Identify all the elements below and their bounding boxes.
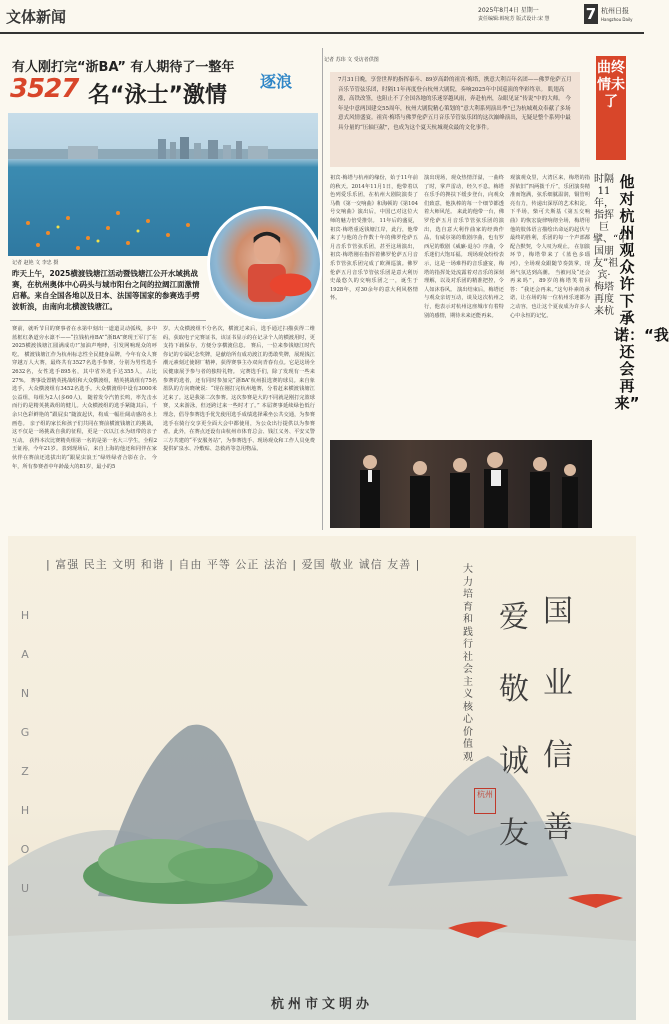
right-subheadline: 时隔11年，指挥巨擘、“中国朋友”祖宾·梅塔再度来杭 — [593, 174, 629, 317]
portrait-figure — [210, 209, 320, 319]
column-divider — [322, 48, 323, 530]
page-number: 7 — [585, 5, 597, 23]
right-intro: 7月31日晚，享誉世界的指挥泰斗、89岁高龄的祖宾·梅塔，携意大利百年名团——佛罗伦萨五月音乐节管弦乐团，时隔11年再度登台杭州大剧院，奏响2025年中国巡演的华彩终章。 肌翅高涨，高铁改签，也阻止不了全国各地的乐迷穿越风雨，奔赴杭州，杂眼见证“传说”中的大师。 今年是中意两国建交55周年，杭州大剧院精心策划的“意大利系列演出季”已为杭城观众奉献了多场意式风情盛宴。祖宾·梅塔与佛罗伦萨五月音乐节管弦乐团的这次巅峰演出，无疑是整个系列中最具分量的“压轴巨献”，也成为这个夏天杭城观众最的文化事件。 — [330, 72, 580, 167]
left-kicker: 有人刚打完“浙BA” 有人期待了一整年 — [12, 60, 235, 75]
left-byline: 记者 赵艳 文 李忠 摄 — [12, 260, 59, 266]
public-service-ad — [8, 536, 636, 1020]
ad-calligraphy-col-2: 爱敬诚友 — [499, 600, 529, 851]
section-title: 文体新闻 — [6, 8, 67, 26]
ad-signature: 杭州市文明办 — [270, 997, 373, 1012]
ad-seal: 杭州 — [474, 788, 496, 814]
left-headline-tail: 逐浪 — [260, 72, 293, 91]
ad-calligraphy-col-1: 国业信善 — [543, 594, 573, 845]
left-body-column-2: 岁。大众横渡组不分名次，横渡过来后，选手通过扫描获得二维码，获取电子完赛证书。该证书显示的在记录个人的横渡用时，更支持下载保存，方便分享横渡信息。 赛后，一位来参钱塘江时代你记的专属纪念奖牌，是献给所有成功渡江的勇敢奖牌，展现钱江潮元素刻过使钢厂精神，获得赛事主办双向青春有点。它是这场全民健康展予参与者的独特礼物。 完赛选手们，除了发现有一些来参赛的选者，还有同时参加完“浙BA”杭州报选赛的球员。来自象墨队的方向晓统说：“现在刚打完杭州地赛，分着赶来横渡钱塘江过来了。这是我第二次参赛。这次参赛是大的不同就是刚打完篮球赛，又来游泳，但还跨过来一些时才了。” 本届赛事延续绿色低行理念，倡导参赛选手优先使用选手成绩选择乘坐公共交通，为参赛选手在骑行交享更全面大会中都使用，为公众出行提供以为参赛者。此外，在赛点还设有由杭州市体育总会、钱江义务、平安义警三方共建的“平安服务站”，为参赛选手、现场观众和工作人员免费提供矿泉水、冷敷贴、急救药等急用物品。 — [163, 326, 315, 453]
right-body-column-2: 演出现场，观众热情洋溢，一曲终了时，掌声雷动，经久不息。梅塔在乐手的搀扶下缓步登台，向观众们致意，他执棒的每一个细节都透着大师风范。 来此的他带一台，佛罗伦萨五月音乐节管弦乐团的演出，选自意大利作曲家的经典作品，有威尔第的歌剧序曲，也有罗西尼的歌剧《威廉·退尔》序曲，令乐迷们大饱耳福。 现场观众纷纷表示，这是一场难得的音乐盛宴，梅塔的指挥处处流露着对音乐的深刻理解，以及对乐团的精准把控，令人如沐春风。 演出结束后，梅塔还与观众亲切互动，谈及这次杭州之行，他表示对杭州这座城市有着特别的感情，期待未来还能再来。 — [424, 175, 504, 319]
left-lead: 昨天上午，2025横渡钱塘江活动暨钱塘江公开水域挑战赛，在杭州奥体中心码头与城市阳台之间的拉阔江面激情启幕。来自全国各地以及日本、法国等国家的参赛选手劈波斩浪，由南向北横渡钱塘江。 — [12, 269, 200, 311]
divider — [10, 320, 206, 321]
ad-vertical-slogan: 大力培育和践行社会主义核心价值观 — [463, 564, 473, 763]
editors-line: 责任编辑:韩宛芳 版式设计:宋 慧 — [478, 16, 550, 22]
left-body-column-1: 赛前，就听节目的赛事者在水第中刻出一道道灵动弧线，多中蓝框红条道旁水凛不——“拉钱杭州BA”“浙BA”赛现王军门“在2025横渡钱塘江圆满成功!”加油声咆哮，引发网响现众的呼吃。 横渡钱塘江作为杭州标志性全民健身品牌，今年有众人赛穿越万人大赛，最终共有3527名选手参赛，分别为男性选手2632名，女性选手895名，其中省外选手达355人，占比27%。 赛事设置精英挑战组和大众横渡组，精英挑战组有75名选手，大众横渡组有3452名选手。大众横渡组中设有3000米公益组，每组为2人(多60人)。 随着发令汽笛长鸣，率先击水而行的是精英挑战组的健儿。大众横渡组的选手紧随其后，千余只色彩鲜艳的“跟屁虫”随波起伏，构成一幅壮阔动感的水上画卷。 亲子组的家长和孩子们共同在赛前横渡钱塘江的挑战，这不仅是一场挑战自我的征程，更是一次以江水为纽带的亲子互动。 获得本次比赛精英组第一名的是第一名大三学生，全程2王钲裕，今年21岁。表到现场后，来自上海的他还和同伴在家伙伴在赛前还选拔出的“跟屁虫浪王”绿姓绿者合影在合。 今年，所有参赛者中年龄最大的81岁，最小的5 — [12, 326, 158, 470]
right-headline: 他对杭州观众许下承诺：“我还会再来” — [614, 173, 669, 412]
left-headline-number: 3527 — [10, 74, 79, 104]
concert-photo — [330, 440, 592, 528]
swimmer-portrait-inset — [207, 206, 323, 322]
paper-name: 杭州日报 — [601, 7, 629, 15]
paper-name-en: Hangzhou Daily — [601, 17, 633, 22]
right-byline: 记者 苏玮 文 受访者供图 — [324, 57, 379, 63]
left-headline: 名“泳士”激情 — [88, 83, 227, 108]
ad-latin-text: HANGZHOU — [20, 609, 30, 895]
right-body-column-3: 观演观众里，大湾区来，梅塔的指挥依旧“四两拨千斤”，乐团演奏精准而饱满，弦乐细腻温润，铜管明亮有力，传递出深厚的艺术积淀。 下半场，柴可夫斯基《第五交响曲》的恢宏旋律响彻全场，梅塔用他的肢体语言描绘出命运的起伏与最终的胜利，乐团的每一个声部都配合默契，令人叹为观止。 在加演环节，梅塔带来了《蓝色多瑙河》，全场观众跟随节奏鼓掌，现场气氛达到高潮。 当被问及“还会再来吗”，89岁的梅塔笑着回答：“我还会再来。”这句朴素的承诺，让在场的每一位杭州乐迷都为之动容，也让这个夏夜成为许多人心中永恒的记忆。 — [510, 175, 590, 319]
orchestra-figures — [330, 440, 592, 528]
date-line: 2025年8月4日 星期一 — [478, 7, 539, 14]
topic-label: 曲终情未了 — [597, 60, 625, 110]
city-skyline — [8, 137, 318, 159]
right-body-column-1: 祖宾·梅塔与杭州的缘份，始于11年前的秋天。2014年11月1日，他带着以色列爱乐乐团，在杭州大剧院演奏了马勒《第一交响曲》和海顿的《第104号交响曲》演出后，中国已对这位大师的魅力倍受推崇。 11年后的盛夏，祖宾·梅塔重返钱塘江岸，此行，他带来了与他的合作数十年的佛罗伦萨五月音乐节管弦乐团，甚至这场演出，祖宾·梅塔刚在指挥着佛罗伦萨五月音乐节管弦乐团完成了欧洲巡演。佛罗伦萨五月音乐节管弦乐团是意大利历史最悠久的交响乐团之一，诞生于1928年，对30余年的意大利风格情怀。 — [330, 175, 418, 302]
ad-slogan: | 富强 民主 文明 和谐 | 自由 平等 公正 法治 | 爱国 敬业 诚信 友善 | — [46, 558, 421, 571]
